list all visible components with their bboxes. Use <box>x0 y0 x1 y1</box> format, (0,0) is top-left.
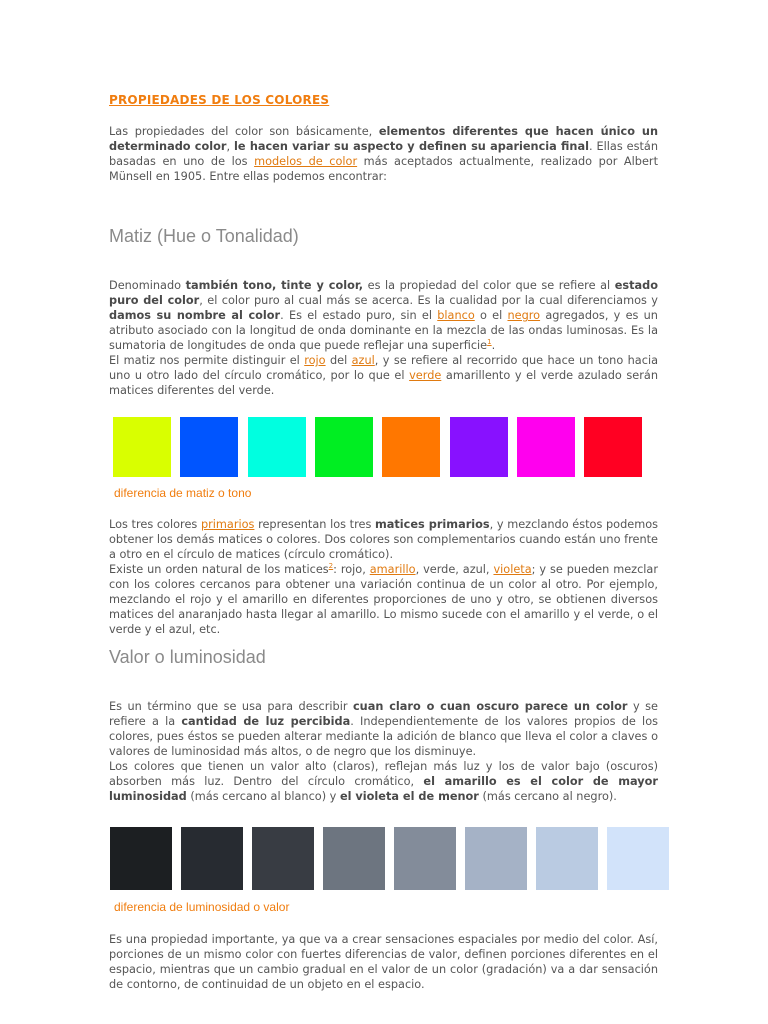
link-amarillo[interactable]: amarillo <box>369 563 416 576</box>
value-caption: diferencia de luminosidad o valor <box>114 900 290 914</box>
hue-swatch-8 <box>584 417 642 477</box>
text: Las propiedades del color son básicamente, <box>109 125 379 138</box>
bold-text: cuan claro o cuan oscuro parece un color <box>352 700 628 713</box>
matiz-paragraph-1 <box>109 278 658 398</box>
text: del <box>325 354 352 367</box>
bold-text: estado puro del color <box>109 279 659 307</box>
hue-swatch-3 <box>248 417 306 477</box>
text: o el <box>474 309 508 322</box>
value-swatch-7 <box>536 827 598 890</box>
text: Los colores que tienen un valor alto (claros), reflejan más luz y los de valor bajo (oscuros) absorben más luz. Dentro del círculo cromático, <box>109 760 658 788</box>
bold-text: elementos diferentes que hacen único un determinado color <box>109 125 658 153</box>
text: Es un término que se usa para describir <box>109 700 353 713</box>
hue-caption: diferencia de matiz o tono <box>114 486 252 500</box>
page-title: PROPIEDADES DE LOS COLORES <box>109 93 330 107</box>
text: y se refiere a la <box>109 700 658 728</box>
link-primarios[interactable]: primarios <box>200 518 255 531</box>
footnote-link-1[interactable]: 1 <box>487 338 492 347</box>
bold-text: damos su nombre al color <box>109 309 281 322</box>
hue-swatch-5 <box>382 417 440 477</box>
text: , <box>226 140 235 153</box>
text: . Independientemente de los valores propios de los colores, pues éstos se pueden alterar mediante la adición de blanco que lleva el color a claves o valores de luminosidad más altos, o de negro que los disminuye. <box>109 715 658 758</box>
hue-swatch-2 <box>180 417 238 477</box>
link-modelos-de-color[interactable]: modelos de color <box>254 155 358 168</box>
value-swatch-6 <box>465 827 527 890</box>
section-heading-matiz: Matiz (Hue o Tonalidad) <box>109 226 299 246</box>
link-azul[interactable]: azul <box>351 354 375 367</box>
valor-paragraph-1 <box>109 699 658 804</box>
text: Los tres colores <box>109 518 201 531</box>
intro-paragraph <box>109 124 658 184</box>
link-violeta[interactable]: violeta <box>493 563 532 576</box>
text: (más cercano al negro). <box>478 790 617 803</box>
text: más aceptados actualmente, realizado por Albert Münsell en 1905. Entre ellas podemos encontrar: <box>109 155 658 183</box>
hue-swatch-4 <box>315 417 373 477</box>
text: es la propiedad del color que se refiere al <box>363 279 615 292</box>
link-verde[interactable]: verde <box>409 369 442 382</box>
text: . <box>491 339 496 352</box>
value-swatch-2 <box>181 827 243 890</box>
value-swatch-8 <box>607 827 669 890</box>
value-swatch-4 <box>323 827 385 890</box>
text: , verde, azul, <box>415 563 494 576</box>
hue-swatch-1 <box>113 417 171 477</box>
text: amarillento y el verde azulado serán matices diferentes del verde. <box>109 369 658 397</box>
section-heading-valor: Valor o luminosidad <box>109 647 266 667</box>
bold-text: cantidad de luz percibida <box>181 715 351 728</box>
value-swatch-3 <box>252 827 314 890</box>
valor-paragraph-3 <box>109 932 658 992</box>
text: . Es el estado puro, sin el <box>280 309 438 322</box>
text: , el color puro al cual más se acerca. Es la cualidad por la cual diferenciamos y <box>199 294 658 307</box>
text: agregados, y es un atributo asociado con la longitud de onda dominante en la mezcla de las ondas luminosas. Es la sumatoria de longitudes de onda que puede reflejar una superficie <box>109 309 658 352</box>
bold-text: le hacen variar su aspecto y definen su apariencia final <box>234 140 589 153</box>
text: , y se refiere al recorrido que hace un tono hacia uno u otro lado del círculo cromático, por lo que el <box>109 354 659 382</box>
text: . Ellas están basadas en uno de los <box>109 140 658 168</box>
bold-text: matices primarios <box>375 518 490 531</box>
text: , y mezclando éstos podemos obtener los demás matices o colores. Dos colores son complementarios cuando están uno frente a otro en el círculo de matices (círculo cromático). <box>109 518 658 561</box>
text: Es una propiedad importante, ya que va a crear sensaciones espaciales por medio del color. Así, porciones de un mismo color con fuertes diferencias de valor, definen porciones diferentes en el espacio, mientras que un cambio gradual en el valor de un color (gradación) va a dar sensación de contorno, de continuidad de un objeto en el espacio. <box>109 933 658 991</box>
link-rojo[interactable]: rojo <box>304 354 326 367</box>
link-negro[interactable]: negro <box>507 309 541 322</box>
hue-swatch-6 <box>450 417 508 477</box>
bold-text: el violeta el de menor <box>339 790 479 803</box>
text: El matiz nos permite distinguir el <box>109 354 305 367</box>
text: representan los tres <box>254 518 376 531</box>
text: : rojo, <box>333 563 370 576</box>
text: Denominado <box>109 279 186 292</box>
text: (más cercano al blanco) y <box>186 790 340 803</box>
matiz-paragraph-3 <box>109 517 658 637</box>
text: ; y se pueden mezclar con los colores cercanos para obtener una variación continua de un color al otro. Por ejemplo, mezclando el rojo y el amarillo en diferentes proporciones de uno y otro, se obtienen diversos matices del anaranjado hasta llegar al amarillo. Lo mismo sucede con el amarillo y el verde, o el verde y el azul, etc. <box>109 563 658 636</box>
value-swatch-1 <box>110 827 172 890</box>
value-swatch-5 <box>394 827 456 890</box>
text: Existe un orden natural de los matices <box>109 563 329 576</box>
link-blanco[interactable]: blanco <box>437 309 475 322</box>
footnote-link-2[interactable]: 2 <box>328 562 334 571</box>
bold-text: el amarillo es el color de mayor luminosidad <box>109 775 658 803</box>
bold-text: también tono, tinte y color, <box>185 279 364 292</box>
hue-swatch-7 <box>517 417 575 477</box>
